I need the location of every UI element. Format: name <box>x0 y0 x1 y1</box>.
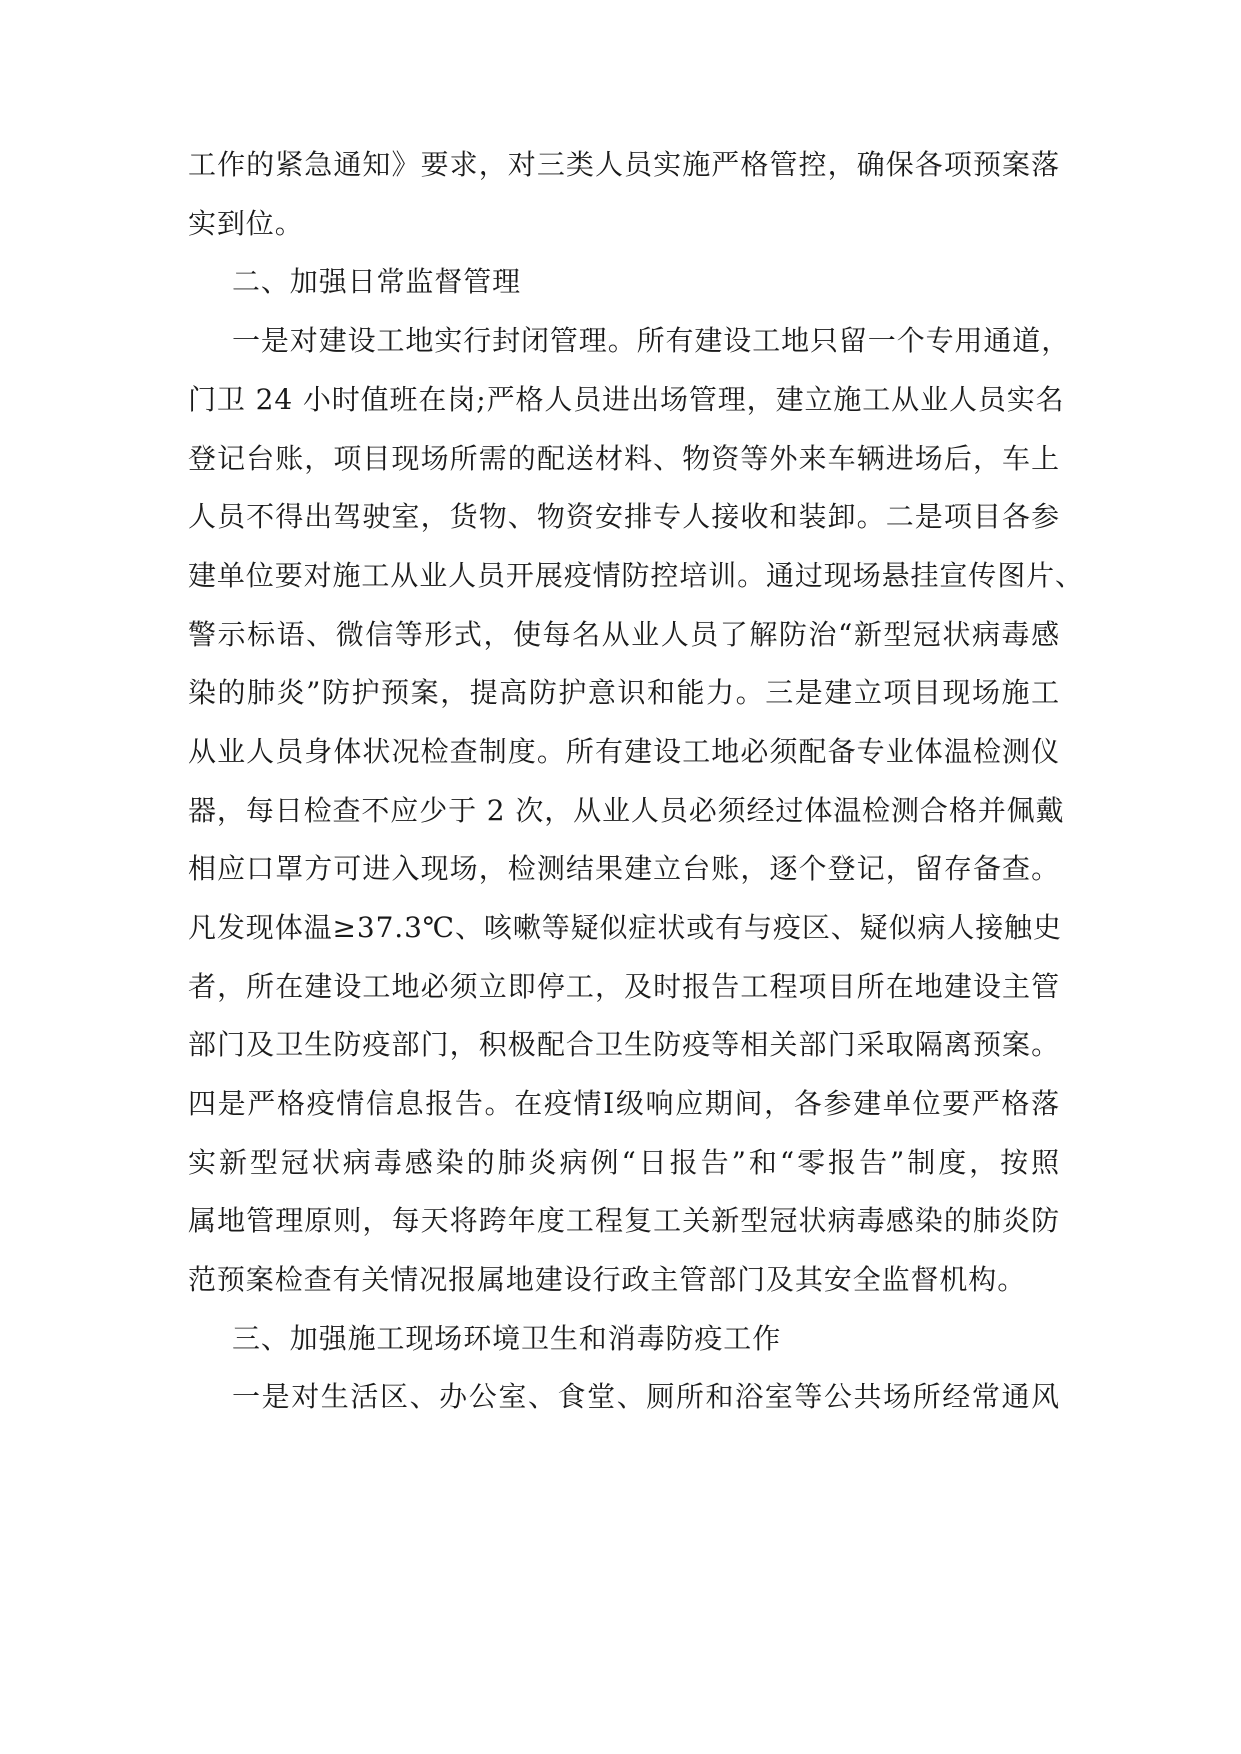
body-text-line: 相应口罩方可进入现场，检测结果建立台账，逐个登记，留存备查。 <box>188 852 1060 885</box>
body-text-line: 登记台账，项目现场所需的配送材料、物资等外来车辆进场后，车上 <box>188 442 1060 475</box>
body-text-line: 建单位要对施工从业人员开展疫情防控培训。通过现场悬挂宣传图片、 <box>188 559 1084 592</box>
body-text-line: 人员不得出驾驶室，货物、物资安排专人接收和装卸。二是项目各参 <box>188 500 1060 533</box>
body-text-line: 四是严格疫情信息报告。在疫情Ⅰ级响应期间，各参建单位要严格落 <box>188 1087 1060 1120</box>
body-text-line: 工作的紧急通知》要求，对三类人员实施严格管控，确保各项预案落 <box>188 148 1060 181</box>
section-heading: 二、加强日常监督管理 <box>232 265 522 298</box>
body-text-line: 一是对建设工地实行封闭管理。所有建设工地只留一个专用通道， <box>232 324 1071 357</box>
body-text-line: 实到位。 <box>188 207 304 240</box>
section-heading: 三、加强施工现场环境卫生和消毒防疫工作 <box>232 1322 782 1355</box>
body-text-line: 实新型冠状病毒感染的肺炎病例“日报告”和“零报告”制度，按照 <box>188 1146 1060 1179</box>
body-text-line: 范预案检查有关情况报属地建设行政主管部门及其安全监督机构。 <box>188 1263 1027 1296</box>
body-text-line: 凡发现体温≥37.3℃、咳嗽等疑似症状或有与疫区、疑似病人接触史 <box>188 911 1062 944</box>
body-text-line: 部门及卫生防疫部门，积极配合卫生防疫等相关部门采取隔离预案。 <box>188 1028 1060 1061</box>
body-text-line: 属地管理原则，每天将跨年度工程复工关新型冠状病毒感染的肺炎防 <box>188 1204 1060 1237</box>
body-text-line: 染的肺炎”防护预案，提高防护意识和能力。三是建立项目现场施工 <box>188 676 1060 709</box>
body-text-line: 门卫 24 小时值班在岗;严格人员进出场管理，建立施工从业人员实名 <box>188 383 1065 416</box>
body-text-line: 从业人员身体状况检查制度。所有建设工地必须配备专业体温检测仪 <box>188 735 1060 768</box>
body-text-line: 器，每日检查不应少于 2 次，从业人员必须经过体温检测合格并佩戴 <box>188 794 1065 827</box>
body-text-line: 一是对生活区、办公室、食堂、厕所和浴室等公共场所经常通风 <box>232 1380 1060 1413</box>
body-text-line: 者，所在建设工地必须立即停工，及时报告工程项目所在地建设主管 <box>188 970 1060 1003</box>
body-text-line: 警示标语、微信等形式，使每名从业人员了解防治“新型冠状病毒感 <box>188 618 1060 651</box>
